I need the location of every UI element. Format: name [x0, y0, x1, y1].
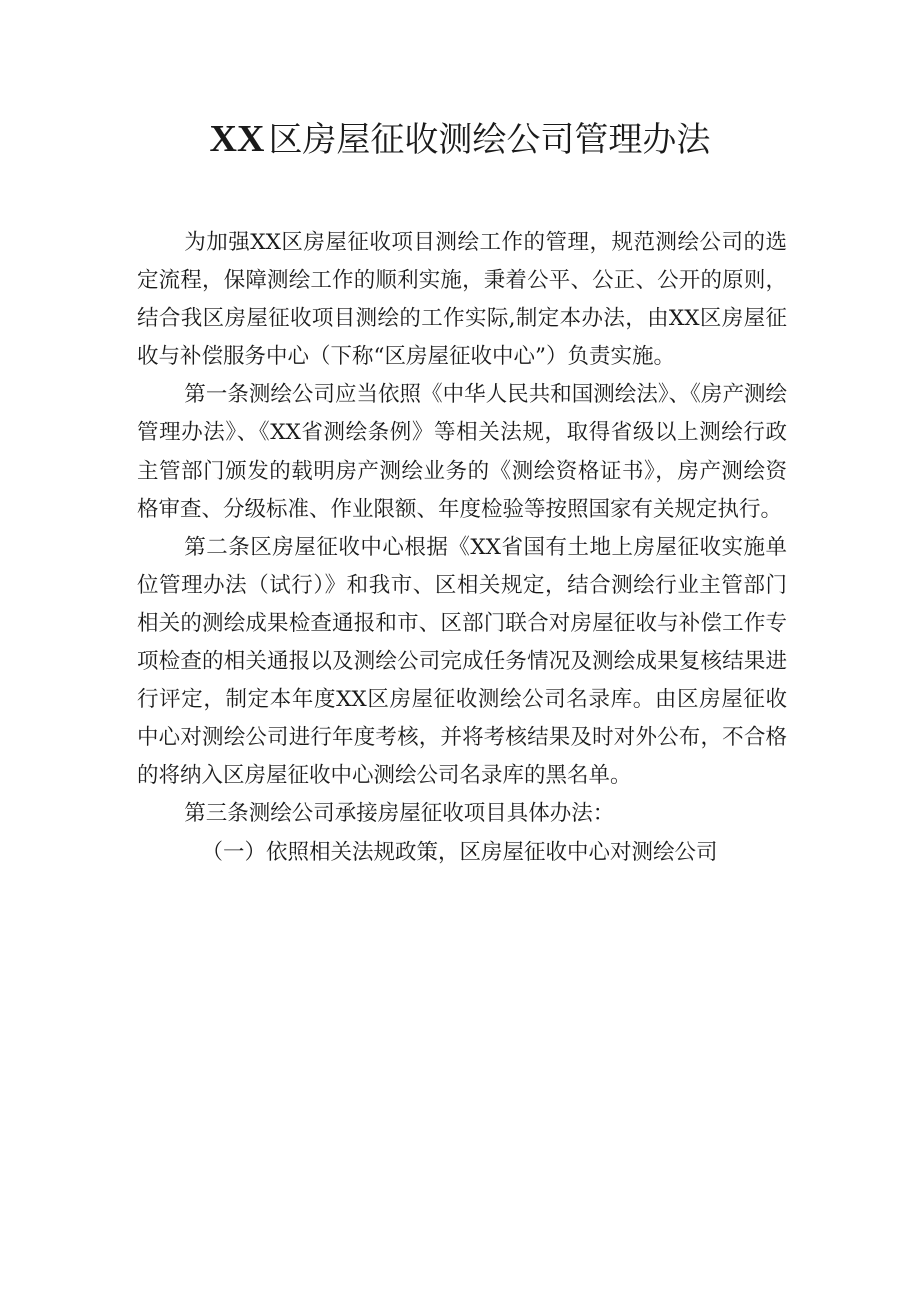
- document-body: [137, 224, 787, 872]
- paragraph-article-1: 第一条测绘公司应当依照《中华人民共和国测绘法》、《房产测绘管理办法》、《XX省测绘条例》等相关法规，取得省级以上测绘行政主管部门颁发的载明房产测绘业务的《测绘资格证书》，房产测绘资格审查、分级标准、作业限额、年度检验等按照国家有关规定执行。: [137, 382, 787, 522]
- paragraph-article-3: 第三条测绘公司承接房屋征收项目具体办法：: [184, 801, 615, 827]
- document-title: [0, 114, 920, 165]
- paragraph-preamble: 为加强XX区房屋征收项目测绘工作的管理，规范测绘公司的选定流程，保障测绘工作的顺利实施，秉着公平、公正、公开的原则，结合我区房屋征收项目测绘的工作实际,制定本办法，由XX区房屋征收与补偿服务中心（下称“区房屋征收中心”）负责实施。: [137, 230, 787, 370]
- title-prefix: XX: [209, 118, 265, 160]
- paragraph-article-3-item-1: （一）依照相关法规政策，区房屋征收中心对测绘公司: [201, 839, 718, 865]
- paragraph-article-2: 第二条区房屋征收中心根据《XX省国有土地上房屋征收实施单位管理办法（试行）》和我市、区相关规定，结合测绘行业主管部门相关的测绘成果检查通报和市、区部门联合对房屋征收与补偿工作专项检查的相关通报以及测绘公司完成任务情况及测绘成果复核结果进行评定，制定本年度XX区房屋征收测绘公司名录库。由区房屋征收中心对测绘公司进行年度考核，并将考核结果及时对外公布，不合格的将纳入区房屋征收中心测绘公司名录库的黑名单。: [137, 534, 787, 789]
- title-text: 区房屋征收测绘公司管理办法: [268, 120, 711, 160]
